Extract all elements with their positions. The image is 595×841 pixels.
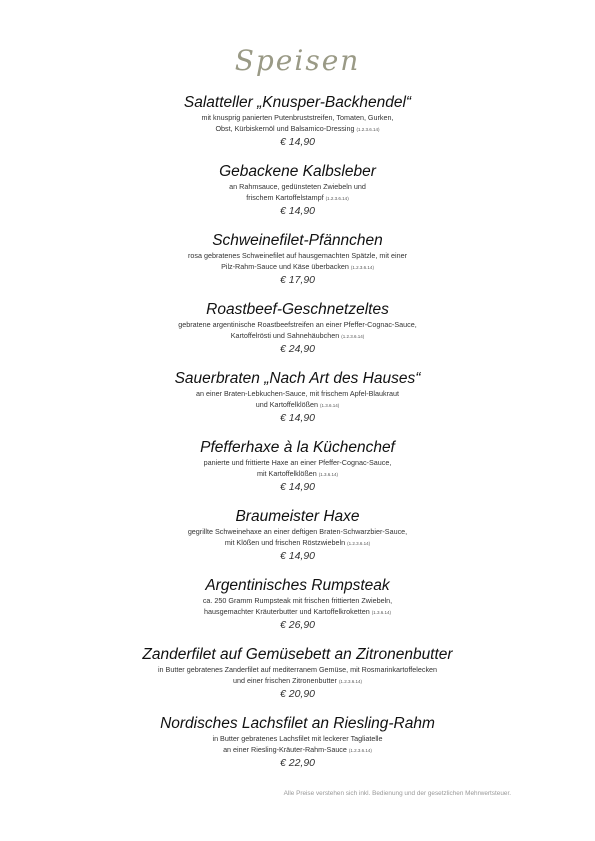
allergen-codes: (1.2.3.6.14) — [325, 195, 349, 201]
dish-item — [0, 300, 595, 369]
dish-name: Braumeister Haxe — [235, 508, 360, 525]
dish-description-line: hausgemachter Kräuterbutter und Kartoffelkroketten — [204, 606, 370, 616]
dish-name: Schweinefilet-Pfännchen — [212, 232, 383, 249]
dish-price: € 22,90 — [279, 757, 316, 769]
allergen-codes: (1.2.3.6.14) — [350, 264, 374, 270]
allergen-codes: (1.2.3.6.14) — [338, 678, 362, 684]
dish-price: € 14,90 — [279, 412, 316, 424]
dish-description — [0, 389, 595, 411]
dish-item — [0, 231, 595, 300]
dish-description-line: gegrillte Schweinehaxe an einer deftigen Braten-Schwarzbier-Sauce, — [187, 527, 408, 536]
dish-name: Pfefferhaxe à la Küchenchef — [200, 439, 395, 456]
dish-description-line: in Butter gebratenes Lachsfilet mit leckerer Tagliatelle — [212, 734, 383, 743]
dish-description-line: in Butter gebratenes Zanderfilet auf mediterranem Gemüse, mit Rosmarinkartoffelecken — [157, 665, 438, 674]
dish-price: € 24,90 — [279, 343, 316, 355]
allergen-codes: (1.3.6.14) — [371, 609, 391, 615]
dish-item — [0, 93, 595, 162]
dish-name: Roastbeef-Geschnetzeltes — [206, 301, 389, 318]
dish-description-line: an einer Braten-Lebkuchen-Sauce, mit frischem Apfel-Blaukraut — [196, 389, 399, 398]
dish-description-line: an einer Riesling-Kräuter-Rahm-Sauce — [223, 744, 347, 754]
dish-price: € 14,90 — [279, 481, 316, 493]
dish-description-line: ca. 250 Gramm Rumpsteak mit frischen frittierten Zwiebeln, — [202, 596, 393, 605]
dish-description-line: panierte und frittierte Haxe an einer Pfeffer-Cognac-Sauce, — [203, 458, 392, 467]
dish-description — [0, 458, 595, 480]
dish-description-line: und Kartoffelklößen — [255, 399, 318, 409]
dish-name: Nordisches Lachsfilet an Riesling-Rahm — [160, 715, 435, 732]
dish-description — [0, 113, 595, 135]
dish-description-line: frischem Kartoffelstampf — [246, 192, 324, 202]
dish-price: € 26,90 — [279, 619, 316, 631]
dish-price: € 14,90 — [279, 136, 316, 148]
allergen-codes: (1.2.3.6.14) — [347, 540, 371, 546]
dish-description-line: gebratene argentinische Roastbeefstreifen an einer Pfeffer-Cognac-Sauce, — [178, 320, 417, 329]
dish-price: € 20,90 — [279, 688, 316, 700]
allergen-codes: (1.3.6.14) — [319, 402, 340, 408]
dish-item — [0, 645, 595, 714]
dish-description — [0, 734, 595, 756]
dish-name: Sauerbraten „Nach Art des Hauses“ — [174, 370, 421, 387]
dish-item — [0, 438, 595, 507]
allergen-codes: (1.2.3.6.14) — [348, 747, 372, 753]
dish-name: Gebackene Kalbsleber — [219, 163, 376, 180]
dish-description-line: mit Klößen und frischen Röstzwiebeln — [224, 537, 346, 547]
dish-item — [0, 369, 595, 438]
allergen-codes: (1.2.3.6.14) — [341, 333, 365, 339]
dish-item — [0, 576, 595, 645]
dish-description-line: rosa gebratenes Schweinefilet auf hausgemachten Spätzle, mit einer — [188, 251, 407, 260]
dish-description — [0, 320, 595, 342]
dish-item — [0, 162, 595, 231]
dish-description-line: mit knusprig panierten Putenbruststreifen, Tomaten, Gurken, — [201, 113, 394, 122]
dish-description — [0, 527, 595, 549]
dish-price: € 14,90 — [279, 205, 316, 217]
dish-description — [0, 251, 595, 273]
page-title: Speisen — [234, 44, 361, 77]
dish-description — [0, 665, 595, 687]
dish-description-line: mit Kartoffelklößen — [256, 468, 317, 478]
dish-description-line: Pilz-Rahm-Sauce und Käse überbacken — [221, 261, 349, 271]
dish-name: Salatteller „Knusper-Backhendel“ — [183, 94, 412, 111]
dish-price: € 17,90 — [279, 274, 316, 286]
dish-description-line: Kartoffelrösti und Sahnehäubchen — [230, 330, 340, 340]
dish-item — [0, 507, 595, 576]
allergen-codes: (1.3.6.14) — [318, 471, 339, 477]
allergen-codes: (1.2.3.6.14) — [356, 126, 380, 132]
dish-list — [0, 93, 595, 783]
price-disclaimer: Alle Preise verstehen sich inkl. Bedienung und der gesetzlichen Mehrwertsteuer. — [283, 790, 511, 797]
dish-description-line: an Rahmsauce, gedünsteten Zwiebeln und — [229, 182, 366, 191]
dish-name: Zanderfilet auf Gemüsebett an Zitronenbutter — [142, 646, 453, 663]
dish-item — [0, 714, 595, 783]
dish-description — [0, 596, 595, 618]
dish-description — [0, 182, 595, 204]
dish-description-line: Obst, Kürbiskernöl und Balsamico-Dressing — [215, 123, 355, 133]
dish-name: Argentinisches Rumpsteak — [205, 577, 390, 594]
dish-price: € 14,90 — [279, 550, 316, 562]
dish-description-line: und einer frischen Zitronenbutter — [233, 675, 337, 685]
